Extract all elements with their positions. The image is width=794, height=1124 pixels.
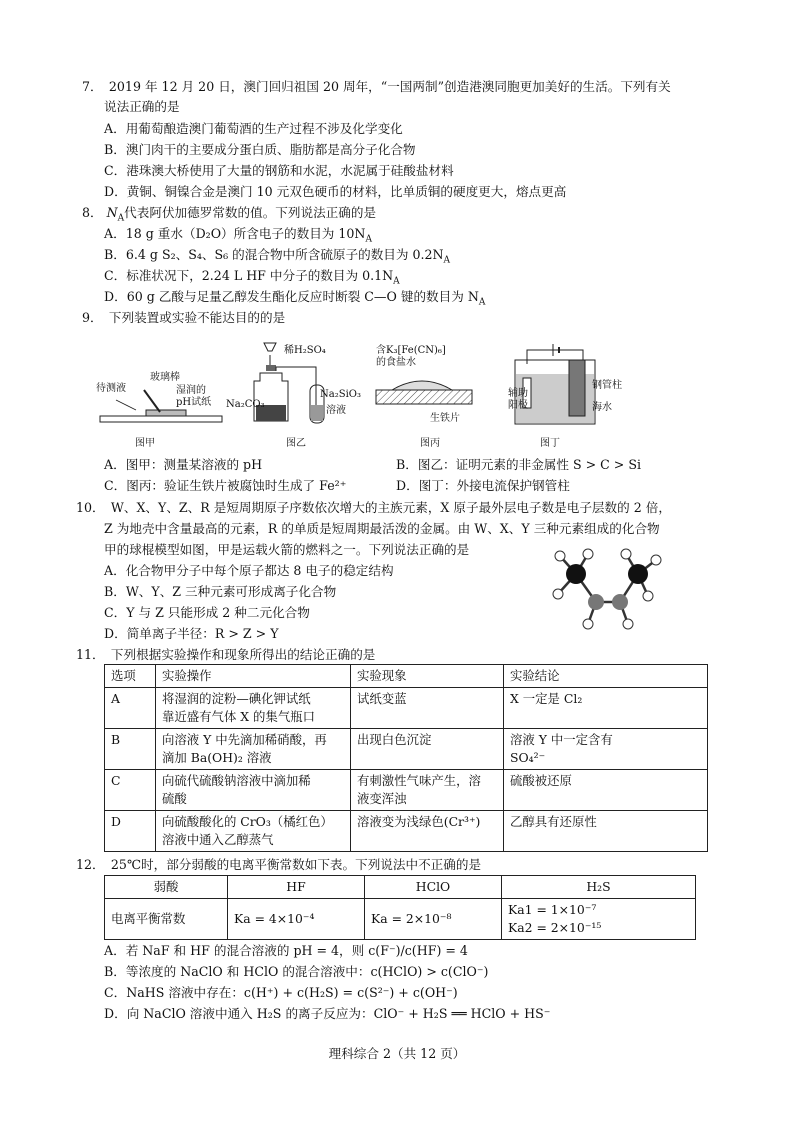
q8-number: 8． bbox=[82, 205, 103, 220]
q12-stem: 12． 25℃时，部分弱酸的电离平衡常数如下表。下列说法中不正确的是 bbox=[76, 857, 482, 872]
q11-stem: 11． 下列根据实验操作和现象所得出的结论正确的是 bbox=[76, 647, 376, 662]
table-row bbox=[105, 729, 708, 770]
q8-option-c-text: C．标准状况下，2.24 L HF 中分子的数目为 0.1N bbox=[104, 268, 394, 283]
row-option: C bbox=[105, 770, 156, 811]
q12-option-d: D．向 NaClO 溶液中通入 H₂S 的离子反应为：ClO⁻ + H₂S ══ HClO + HS⁻ bbox=[104, 1006, 551, 1021]
conclusion-line1: X 一定是 Cl₂ bbox=[510, 691, 583, 706]
fig-ding-label-aux: 辅助 bbox=[508, 388, 528, 399]
q12-option-b: B．等浓度的 NaClO 和 HClO 的混合溶液中：c(HClO) > c(ClO⁻) bbox=[104, 964, 489, 979]
operation-line1: 向硫酸酸化的 CrO₃（橘红色） bbox=[162, 814, 333, 829]
hclo-constant: Ka = 2×10⁻⁸ bbox=[365, 899, 502, 940]
row-operation bbox=[156, 770, 351, 811]
q10-stem-line3: 甲的球棍模型如图，甲是运载火箭的燃料之一。下列说法正确的是 bbox=[104, 542, 470, 557]
q9-stem: 9． 下列装置或实验不能达目的的是 bbox=[82, 310, 286, 325]
table-row bbox=[105, 811, 708, 852]
caption-yi: 图乙 bbox=[286, 438, 306, 449]
col-header-operation: 实验操作 bbox=[156, 665, 351, 688]
row-phenomenon bbox=[351, 811, 504, 852]
fig-jia-label-sample: 待测液 bbox=[96, 383, 126, 394]
q7-option-c: C．港珠澳大桥使用了大量的钢筋和水泥，水泥属于硅酸盐材料 bbox=[104, 163, 454, 178]
q8-option-b-text: B．6.4 g S₂、S₄、S₆ 的混合物中所含硫原子的数目为 0.2N bbox=[104, 247, 444, 262]
q9-option-c: C．图丙：验证生铁片被腐蚀时生成了 Fe²⁺ bbox=[104, 478, 347, 493]
q8-option-a: A．18 g 重水（D₂O）所含电子的数目为 $10N_A$ bbox=[104, 226, 372, 245]
operation-line2: 溶液中通入乙醇蒸气 bbox=[162, 832, 274, 847]
row-conclusion bbox=[504, 688, 708, 729]
caption-bing: 图丙 bbox=[420, 438, 440, 449]
fig-bing-label-salt: 的食盐水 bbox=[376, 357, 416, 368]
table-header-row bbox=[105, 665, 708, 688]
q8-option-b: B．6.4 g S₂、S₄、S₆ 的混合物中所含硫原子的数目为 $0.2N_A$ bbox=[104, 247, 451, 266]
q9-option-d: D．图丁：外接电流保护钢管柱 bbox=[396, 478, 570, 493]
row-conclusion bbox=[504, 770, 708, 811]
h2s-ka2: Ka2 = 2×10⁻¹⁵ bbox=[508, 920, 602, 935]
col-header-h2s: H₂S bbox=[502, 876, 696, 899]
conclusion-line1: 溶液 Y 中一定含有 bbox=[510, 732, 613, 747]
q11-table bbox=[104, 664, 708, 852]
q8-option-d-text: D．60 g 乙酸与足量乙醇发生酯化反应时断裂 C—O 键的数目为 N bbox=[104, 289, 479, 304]
q9-option-a: A．图甲：测量某溶液的 pH bbox=[104, 457, 263, 472]
operation-line2: 滴加 Ba(OH)₂ 溶液 bbox=[162, 750, 272, 765]
table-header-row bbox=[105, 876, 696, 899]
operation-line1: 向硫代硫酸钠溶液中滴加稀 bbox=[162, 773, 311, 788]
phenomenon-line2: 液变浑浊 bbox=[357, 791, 407, 806]
phenomenon-line1: 试纸变蓝 bbox=[357, 691, 407, 706]
table-row bbox=[105, 899, 696, 940]
h2s-constants bbox=[502, 899, 696, 940]
fig-yi-label-acid: 稀H₂SO₄ bbox=[284, 345, 326, 356]
row-phenomenon bbox=[351, 729, 504, 770]
col-header-phenomenon: 实验现象 bbox=[351, 665, 504, 688]
q12-option-a: A．若 NaF 和 HF 的混合溶液的 pH = 4，则 c(F⁻)/c(HF) = 4 bbox=[104, 943, 468, 958]
operation-line1: 将湿润的淀粉—碘化钾试纸 bbox=[162, 691, 311, 706]
q7-stem-line1: 7． 2019 年 12 月 20 日，澳门回归祖国 20 周年，“一国两制”创造港澳同胞更加美好的生活。下列有关 bbox=[82, 79, 671, 94]
fig-jia-label-wet: 湿润的 bbox=[176, 385, 206, 396]
operation-line2: 靠近盛有气体 X 的集气瓶口 bbox=[162, 709, 315, 724]
q8-stem-text: 代表阿伏加德罗常数的值。下列说法正确的是 bbox=[124, 205, 377, 220]
phenomenon-line1: 出现白色沉淀 bbox=[357, 732, 432, 747]
col-header-acid: 弱酸 bbox=[105, 876, 228, 899]
fig-jia-label-rod: 玻璃棒 bbox=[150, 372, 180, 383]
row-operation bbox=[156, 811, 351, 852]
phenomenon-line1: 溶液变为浅绿色(Cr³⁺) bbox=[357, 814, 481, 829]
col-header-hf: HF bbox=[228, 876, 365, 899]
operation-line2: 硫酸 bbox=[162, 791, 187, 806]
operation-line1: 向溶液 Y 中先滴加稀硝酸，再 bbox=[162, 732, 327, 747]
fig-yi-label-na2co3: Na₂CO₃ bbox=[226, 399, 265, 410]
row-option: D bbox=[105, 811, 156, 852]
q10-stem-line1: 10． W、X、Y、Z、R 是短周期原子序数依次增大的主族元素，X 原子最外层电子数是电子层数的 2 倍， bbox=[76, 500, 671, 515]
col-header-hclo: HClO bbox=[365, 876, 502, 899]
q8-option-d: D．60 g 乙酸与足量乙醇发生酯化反应时断裂 C—O 键的数目为 $N_A$ bbox=[104, 289, 486, 308]
q9-option-b: B．图乙：证明元素的非金属性 S > C > Si bbox=[396, 457, 642, 472]
q8-option-a-text: A．18 g 重水（D₂O）所含电子的数目为 10N bbox=[104, 226, 366, 241]
table-row bbox=[105, 688, 708, 729]
row-operation bbox=[156, 729, 351, 770]
q7-stem-line2: 说法正确的是 bbox=[104, 99, 180, 114]
figure-bing-corrosion bbox=[372, 372, 476, 422]
q7-option-b: B．澳门肉干的主要成分蛋白质、脂肪都是高分子化合物 bbox=[104, 142, 416, 157]
phenomenon-line1: 有刺激性气味产生，溶 bbox=[357, 773, 481, 788]
row-option: B bbox=[105, 729, 156, 770]
q10-option-c: C．Y 与 Z 只能形成 2 种二元化合物 bbox=[104, 605, 310, 620]
conclusion-line1: 乙醇具有还原性 bbox=[510, 814, 597, 829]
table-row bbox=[105, 770, 708, 811]
fig-yi-label-solution: 溶液 bbox=[326, 405, 346, 416]
q10-option-a: A．化合物甲分子中每个原子都达 8 电子的稳定结构 bbox=[104, 563, 394, 578]
row-operation bbox=[156, 688, 351, 729]
fig-jia-label-paper: pH试纸 bbox=[176, 397, 212, 408]
ball-stick-model bbox=[548, 544, 668, 634]
row-conclusion bbox=[504, 729, 708, 770]
fig-yi-label-na2sio3: Na₂SiO₃ bbox=[320, 389, 361, 400]
h2s-ka1: Ka1 = 1×10⁻⁷ bbox=[508, 902, 597, 917]
q8-stem: 8． $N_A$代表阿伏加德罗常数的值。下列说法正确的是 bbox=[82, 205, 377, 224]
row-label: 电离平衡常数 bbox=[105, 899, 228, 940]
col-header-conclusion: 实验结论 bbox=[504, 665, 708, 688]
q10-option-d: D．简单离子半径：R > Z > Y bbox=[104, 626, 279, 641]
q8-option-c: C．标准状况下，2.24 L HF 中分子的数目为 $0.1N_A$ bbox=[104, 268, 400, 287]
row-phenomenon bbox=[351, 770, 504, 811]
q12-table bbox=[104, 875, 696, 940]
fig-ding-label-seawater: 海水 bbox=[592, 402, 612, 413]
fig-bing-label-reagent: 含K₃[Fe(CN)₆] bbox=[376, 345, 446, 356]
caption-jia: 图甲 bbox=[135, 438, 155, 449]
q7-option-a: A．用葡萄酿造澳门葡萄酒的生产过程不涉及化学变化 bbox=[104, 121, 403, 136]
row-conclusion bbox=[504, 811, 708, 852]
q7-option-d: D．黄铜、铜镍合金是澳门 10 元双色硬币的材料，比单质铜的硬度更大，熔点更高 bbox=[104, 184, 567, 199]
fig-ding-label-pipe: 钢管柱 bbox=[592, 380, 622, 391]
fig-bing-label-iron: 生铁片 bbox=[430, 413, 460, 424]
row-option: A bbox=[105, 688, 156, 729]
fig-ding-label-anode: 阳极 bbox=[508, 400, 528, 411]
q12-option-c: C．NaHS 溶液中存在：c(H⁺) + c(H₂S) = c(S²⁻) + c(OH⁻) bbox=[104, 985, 458, 1000]
conclusion-line2: SO₄²⁻ bbox=[510, 750, 546, 765]
row-phenomenon bbox=[351, 688, 504, 729]
page-footer: 理科综合 2（共 12 页） bbox=[328, 1046, 466, 1061]
caption-ding: 图丁 bbox=[540, 438, 560, 449]
hf-constant: Ka = 4×10⁻⁴ bbox=[228, 899, 365, 940]
col-header-option: 选项 bbox=[105, 665, 156, 688]
conclusion-line1: 硫酸被还原 bbox=[510, 773, 572, 788]
q10-option-b: B．W、Y、Z 三种元素可形成离子化合物 bbox=[104, 584, 337, 599]
q10-stem-line2: Z 为地壳中含量最高的元素，R 的单质是短周期最活泼的金属。由 W、X、Y 三种元素组成的化合物 bbox=[104, 521, 660, 536]
